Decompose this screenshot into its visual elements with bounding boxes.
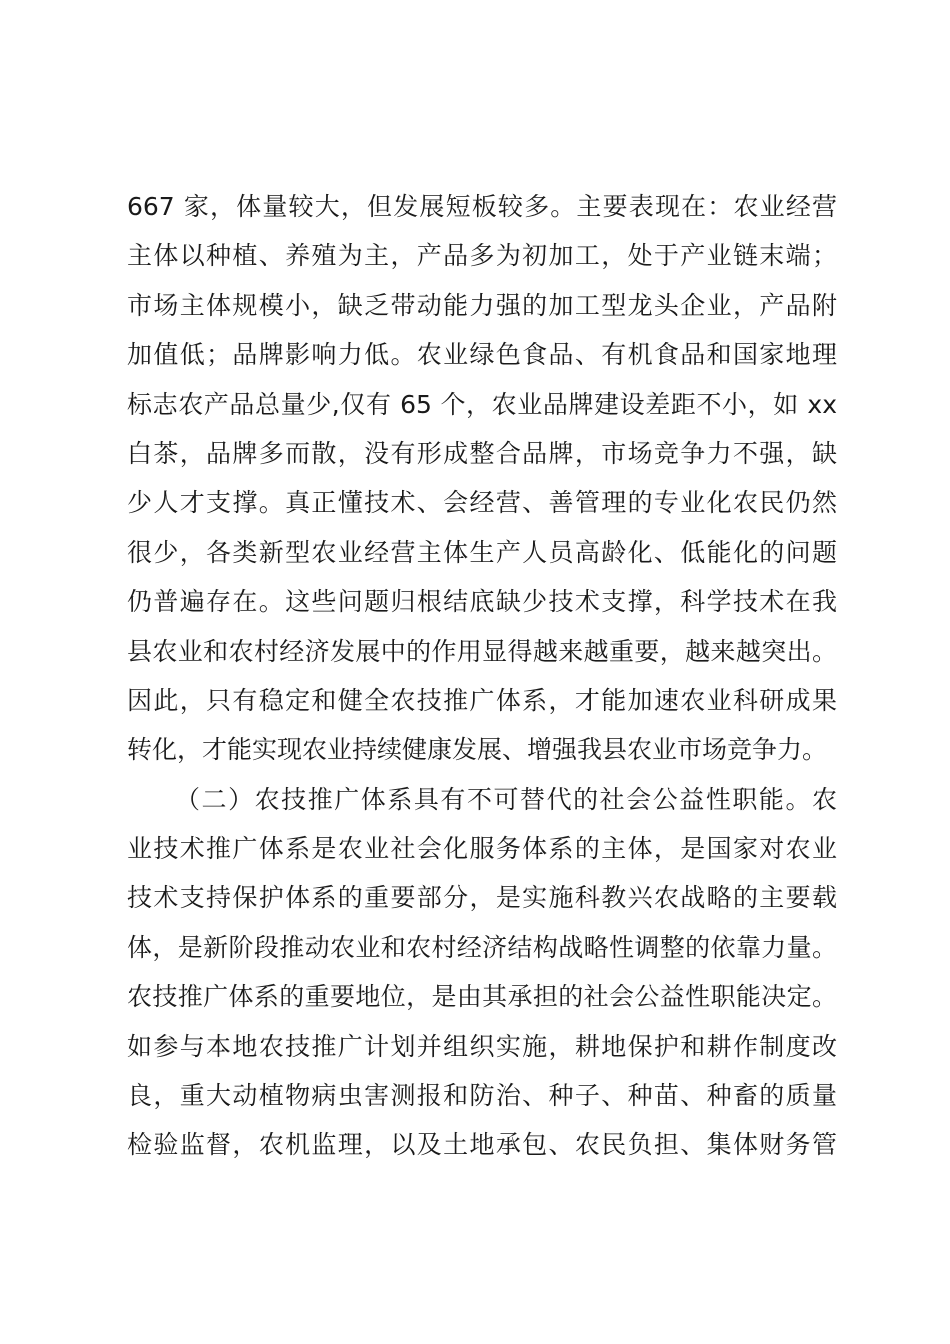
section-heading-line: （二）农技推广体系具有不可替代的社会公益性职能。农 <box>175 784 837 814</box>
text-line: 667 家，体量较大，但发展短板较多。主要表现在：农业经营 <box>127 192 837 221</box>
text-line: 加值低；品牌影响力低。农业绿色食品、有机食品和国家地理 <box>127 340 837 370</box>
text-line: 农技推广体系的重要地位，是由其承担的社会公益性职能决定。 <box>127 982 837 1012</box>
text-line: 市场主体规模小，缺乏带动能力强的加工型龙头企业，产品附 <box>127 290 837 320</box>
text-line: 因此，只有稳定和健全农技推广体系，才能加速农业科研成果 <box>127 685 837 715</box>
text-line: 仍普遍存在。这些问题归根结底缺少技术支撑，科学技术在我 <box>127 587 837 617</box>
text-line: 县农业和农村经济发展中的作用显得越来越重要，越来越突出。 <box>127 636 837 666</box>
text-line: 白茶，品牌多而散，没有形成整合品牌，市场竞争力不强，缺 <box>127 438 837 468</box>
text-line: 标志农产品总量少,仅有 65 个，农业品牌建设差距不小，如 xx <box>127 389 837 419</box>
paragraph-end-line: 转化，才能实现农业持续健康发展、增强我县农业市场竞争力。 <box>127 735 828 765</box>
text-line: 检验监督，农机监理，以及土地承包、农民负担、集体财务管 <box>127 1130 837 1160</box>
text-line: 体，是新阶段推动农业和农村经济结构战略性调整的依靠力量。 <box>127 932 837 962</box>
text-line: 少人才支撑。真正懂技术、会经营、善管理的专业化农民仍然 <box>127 488 837 518</box>
document-page <box>127 182 837 1170</box>
text-line: 主体以种植、养殖为主，产品多为初加工，处于产业链末端； <box>127 241 837 271</box>
text-line: 很少，各类新型农业经营主体生产人员高龄化、低能化的问题 <box>127 537 837 567</box>
text-line: 技术支持保护体系的重要部分，是实施科教兴农战略的主要载 <box>127 883 837 913</box>
text-line: 业技术推广体系是农业社会化服务体系的主体，是国家对农业 <box>127 834 837 864</box>
text-line: 良，重大动植物病虫害测报和防治、种子、种苗、种畜的质量 <box>127 1081 837 1111</box>
text-line: 如参与本地农技推广计划并组织实施，耕地保护和耕作制度改 <box>127 1031 837 1061</box>
